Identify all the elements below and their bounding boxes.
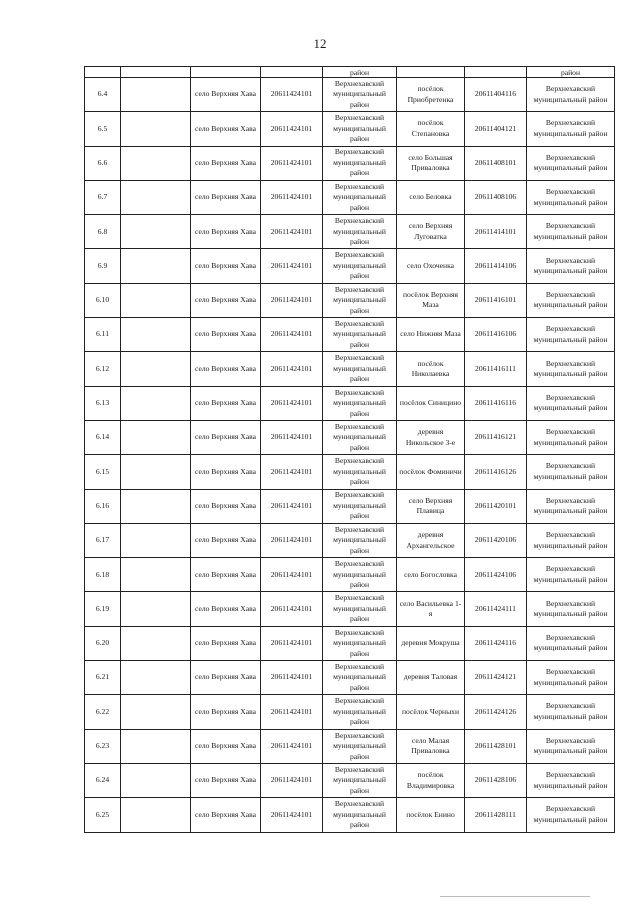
table-cell: район [527, 67, 615, 78]
cell-locality-code: 20611416101 [465, 283, 527, 317]
cell-locality-district: Верхнехавский муниципальный район [527, 283, 615, 317]
cell-code: 20611424101 [261, 592, 323, 626]
cell-locality: посёлок Енино [397, 798, 465, 832]
cell-locality-district: Верхнехавский муниципальный район [527, 455, 615, 489]
cell-locality: посёлок Приобретенка [397, 78, 465, 112]
cell-num: 6.20 [85, 626, 121, 660]
cell-settlement: село Верхняя Хава [191, 763, 261, 797]
cell-locality: село Верхняя Луговатка [397, 215, 465, 249]
cell-settlement: село Верхняя Хава [191, 558, 261, 592]
cell-locality-code: 20611424106 [465, 558, 527, 592]
cell-district: Верхнехавский муниципальный район [323, 626, 397, 660]
cell-settlement: село Верхняя Хава [191, 729, 261, 763]
cell-settlement: село Верхняя Хава [191, 249, 261, 283]
cell-locality: посёлок Черныхи [397, 695, 465, 729]
table-row [85, 763, 615, 797]
cell-locality: посёлок Синицино [397, 386, 465, 420]
cell-settlement: село Верхняя Хава [191, 420, 261, 454]
cell-num: 6.13 [85, 386, 121, 420]
cell-district: Верхнехавский муниципальный район [323, 180, 397, 214]
table-row [85, 558, 615, 592]
cell-settlement: село Верхняя Хава [191, 661, 261, 695]
cell-code: 20611424101 [261, 763, 323, 797]
cell-locality: село Верхняя Плавица [397, 489, 465, 523]
cell-code: 20611424101 [261, 112, 323, 146]
table-row [85, 661, 615, 695]
table-row [85, 798, 615, 832]
table-row [85, 112, 615, 146]
cell-locality-district: Верхнехавский муниципальный район [527, 352, 615, 386]
cell-code: 20611424101 [261, 661, 323, 695]
cell-locality-district: Верхнехавский муниципальный район [527, 729, 615, 763]
table-row [85, 146, 615, 180]
cell-district: Верхнехавский муниципальный район [323, 489, 397, 523]
cell-locality-district: Верхнехавский муниципальный район [527, 763, 615, 797]
cell-locality-code: 20611404121 [465, 112, 527, 146]
cell-code: 20611424101 [261, 558, 323, 592]
cell-locality: село Богословка [397, 558, 465, 592]
cell-settlement: село Верхняя Хава [191, 283, 261, 317]
cell-code: 20611424101 [261, 489, 323, 523]
cell-district: Верхнехавский муниципальный район [323, 763, 397, 797]
table-row [85, 386, 615, 420]
cell-empty [121, 146, 191, 180]
cell-locality-district: Верхнехавский муниципальный район [527, 180, 615, 214]
cell-empty [121, 592, 191, 626]
continued-row [85, 67, 615, 78]
cell-locality-code: 20611416106 [465, 318, 527, 352]
cell-locality-district: Верхнехавский муниципальный район [527, 249, 615, 283]
cell-district: Верхнехавский муниципальный район [323, 661, 397, 695]
cell-settlement: село Верхняя Хава [191, 455, 261, 489]
cell-locality-code: 20611408106 [465, 180, 527, 214]
cell-empty [121, 489, 191, 523]
cell-empty [121, 695, 191, 729]
cell-code: 20611424101 [261, 798, 323, 832]
cell-locality-district: Верхнехавский муниципальный район [527, 489, 615, 523]
cell-locality: село Большая Приваловка [397, 146, 465, 180]
cell-empty [121, 249, 191, 283]
cell-district: Верхнехавский муниципальный район [323, 283, 397, 317]
cell-locality-code: 20611420101 [465, 489, 527, 523]
cell-num: 6.8 [85, 215, 121, 249]
cell-code: 20611424101 [261, 78, 323, 112]
cell-empty [121, 763, 191, 797]
cell-num: 6.17 [85, 523, 121, 557]
cell-district: Верхнехавский муниципальный район [323, 318, 397, 352]
cell-locality: посёлок Николаевка [397, 352, 465, 386]
cell-district: Верхнехавский муниципальный район [323, 352, 397, 386]
cell-empty [121, 420, 191, 454]
cell-num: 6.11 [85, 318, 121, 352]
table-row [85, 420, 615, 454]
cell-num: 6.21 [85, 661, 121, 695]
cell-locality: посёлок Фоминичи [397, 455, 465, 489]
cell-district: Верхнехавский муниципальный район [323, 420, 397, 454]
table-row [85, 489, 615, 523]
cell-locality: посёлок Владимировка [397, 763, 465, 797]
cell-locality-code: 20611414101 [465, 215, 527, 249]
table-row [85, 283, 615, 317]
cell-settlement: село Верхняя Хава [191, 78, 261, 112]
cell-locality: село Малая Приваловка [397, 729, 465, 763]
cell-empty [121, 352, 191, 386]
cell-code: 20611424101 [261, 283, 323, 317]
cell-locality-district: Верхнехавский муниципальный район [527, 626, 615, 660]
cell-empty [121, 215, 191, 249]
cell-num: 6.6 [85, 146, 121, 180]
cell-locality: деревня Никольское 3-е [397, 420, 465, 454]
table-cell [261, 67, 323, 78]
table-row [85, 626, 615, 660]
cell-empty [121, 318, 191, 352]
cell-district: Верхнехавский муниципальный район [323, 558, 397, 592]
cell-settlement: село Верхняя Хава [191, 592, 261, 626]
cell-settlement: село Верхняя Хава [191, 798, 261, 832]
cell-num: 6.25 [85, 798, 121, 832]
cell-district: Верхнехавский муниципальный район [323, 523, 397, 557]
cell-district: Верхнехавский муниципальный район [323, 249, 397, 283]
table-row [85, 180, 615, 214]
cell-num: 6.22 [85, 695, 121, 729]
table-row [85, 249, 615, 283]
cell-settlement: село Верхняя Хава [191, 112, 261, 146]
cell-district: Верхнехавский муниципальный район [323, 729, 397, 763]
page-number: 12 [313, 36, 327, 51]
cell-locality-code: 20611424116 [465, 626, 527, 660]
cell-num: 6.14 [85, 420, 121, 454]
cell-district: Верхнехавский муниципальный район [323, 78, 397, 112]
cell-locality-district: Верхнехавский муниципальный район [527, 318, 615, 352]
cell-locality: село Нижняя Маза [397, 318, 465, 352]
table-cell: район [323, 67, 397, 78]
cell-code: 20611424101 [261, 215, 323, 249]
table-row [85, 215, 615, 249]
cell-num: 6.15 [85, 455, 121, 489]
cell-empty [121, 283, 191, 317]
cell-locality: деревня Таловая [397, 661, 465, 695]
cell-locality-district: Верхнехавский муниципальный район [527, 112, 615, 146]
cell-code: 20611424101 [261, 318, 323, 352]
cell-num: 6.12 [85, 352, 121, 386]
cell-num: 6.19 [85, 592, 121, 626]
cell-empty [121, 626, 191, 660]
cell-num: 6.23 [85, 729, 121, 763]
table-row [85, 592, 615, 626]
cell-district: Верхнехавский муниципальный район [323, 455, 397, 489]
cell-locality-code: 20611424121 [465, 661, 527, 695]
cell-locality-code: 20611404116 [465, 78, 527, 112]
cell-locality-district: Верхнехавский муниципальный район [527, 78, 615, 112]
cell-code: 20611424101 [261, 523, 323, 557]
cell-code: 20611424101 [261, 626, 323, 660]
cell-code: 20611424101 [261, 386, 323, 420]
cell-settlement: село Верхняя Хава [191, 626, 261, 660]
cell-empty [121, 386, 191, 420]
table-row [85, 695, 615, 729]
cell-code: 20611424101 [261, 455, 323, 489]
cell-locality-code: 20611416116 [465, 386, 527, 420]
cell-locality: посёлок Степановка [397, 112, 465, 146]
cell-locality: село Беловка [397, 180, 465, 214]
cell-district: Верхнехавский муниципальный район [323, 798, 397, 832]
cell-locality-district: Верхнехавский муниципальный район [527, 798, 615, 832]
table-row [85, 318, 615, 352]
cell-locality-district: Верхнехавский муниципальный район [527, 420, 615, 454]
cell-code: 20611424101 [261, 352, 323, 386]
cell-locality-code: 20611424111 [465, 592, 527, 626]
cell-district: Верхнехавский муниципальный район [323, 146, 397, 180]
cell-locality-district: Верхнехавский муниципальный район [527, 215, 615, 249]
cell-locality-code: 20611428101 [465, 729, 527, 763]
cell-settlement: село Верхняя Хава [191, 180, 261, 214]
cell-locality-district: Верхнехавский муниципальный район [527, 695, 615, 729]
cell-settlement: село Верхняя Хава [191, 352, 261, 386]
cell-locality-district: Верхнехавский муниципальный район [527, 592, 615, 626]
cell-num: 6.16 [85, 489, 121, 523]
cell-locality-code: 20611414106 [465, 249, 527, 283]
cell-code: 20611424101 [261, 249, 323, 283]
cell-locality-code: 20611408101 [465, 146, 527, 180]
cell-locality: деревня Архангельское [397, 523, 465, 557]
cell-num: 6.24 [85, 763, 121, 797]
cell-locality-code: 20611428111 [465, 798, 527, 832]
table-cell [465, 67, 527, 78]
cell-settlement: село Верхняя Хава [191, 489, 261, 523]
cell-code: 20611424101 [261, 695, 323, 729]
cell-locality-district: Верхнехавский муниципальный район [527, 661, 615, 695]
cell-settlement: село Верхняя Хава [191, 523, 261, 557]
scan-artifact-line [440, 896, 590, 897]
cell-locality-district: Верхнехавский муниципальный район [527, 558, 615, 592]
cell-district: Верхнехавский муниципальный район [323, 695, 397, 729]
cell-num: 6.5 [85, 112, 121, 146]
cell-empty [121, 112, 191, 146]
cell-locality-code: 20611420106 [465, 523, 527, 557]
cell-settlement: село Верхняя Хава [191, 695, 261, 729]
cell-locality-code: 20611428106 [465, 763, 527, 797]
table-cell [121, 67, 191, 78]
cell-code: 20611424101 [261, 729, 323, 763]
table-cell [191, 67, 261, 78]
cell-locality-code: 20611416111 [465, 352, 527, 386]
cell-district: Верхнехавский муниципальный район [323, 386, 397, 420]
cell-settlement: село Верхняя Хава [191, 386, 261, 420]
cell-settlement: село Верхняя Хава [191, 215, 261, 249]
cell-locality: посёлок Верхняя Маза [397, 283, 465, 317]
table-row [85, 729, 615, 763]
cell-code: 20611424101 [261, 180, 323, 214]
cell-empty [121, 78, 191, 112]
cell-empty [121, 661, 191, 695]
table-cell [397, 67, 465, 78]
cell-empty [121, 729, 191, 763]
cell-locality-code: 20611424126 [465, 695, 527, 729]
cell-num: 6.7 [85, 180, 121, 214]
cell-empty [121, 558, 191, 592]
cell-locality-district: Верхнехавский муниципальный район [527, 386, 615, 420]
cell-locality-code: 20611416126 [465, 455, 527, 489]
cell-locality-district: Верхнехавский муниципальный район [527, 146, 615, 180]
table-row [85, 78, 615, 112]
table-cell [85, 67, 121, 78]
cell-code: 20611424101 [261, 420, 323, 454]
cell-locality: село Охоченка [397, 249, 465, 283]
cell-num: 6.9 [85, 249, 121, 283]
cell-locality: село Васильевка 1-я [397, 592, 465, 626]
cell-locality: деревня Мокруша [397, 626, 465, 660]
cell-locality-district: Верхнехавский муниципальный район [527, 523, 615, 557]
cell-num: 6.10 [85, 283, 121, 317]
table-row [85, 523, 615, 557]
cell-empty [121, 523, 191, 557]
cell-settlement: село Верхняя Хава [191, 146, 261, 180]
cell-locality-code: 20611416121 [465, 420, 527, 454]
cell-empty [121, 455, 191, 489]
cell-district: Верхнехавский муниципальный район [323, 112, 397, 146]
cell-district: Верхнехавский муниципальный район [323, 592, 397, 626]
cell-num: 6.4 [85, 78, 121, 112]
cell-code: 20611424101 [261, 146, 323, 180]
cell-num: 6.18 [85, 558, 121, 592]
settlements-table [84, 66, 615, 833]
cell-district: Верхнехавский муниципальный район [323, 215, 397, 249]
cell-empty [121, 180, 191, 214]
cell-settlement: село Верхняя Хава [191, 318, 261, 352]
cell-empty [121, 798, 191, 832]
table-row [85, 455, 615, 489]
table-row [85, 352, 615, 386]
